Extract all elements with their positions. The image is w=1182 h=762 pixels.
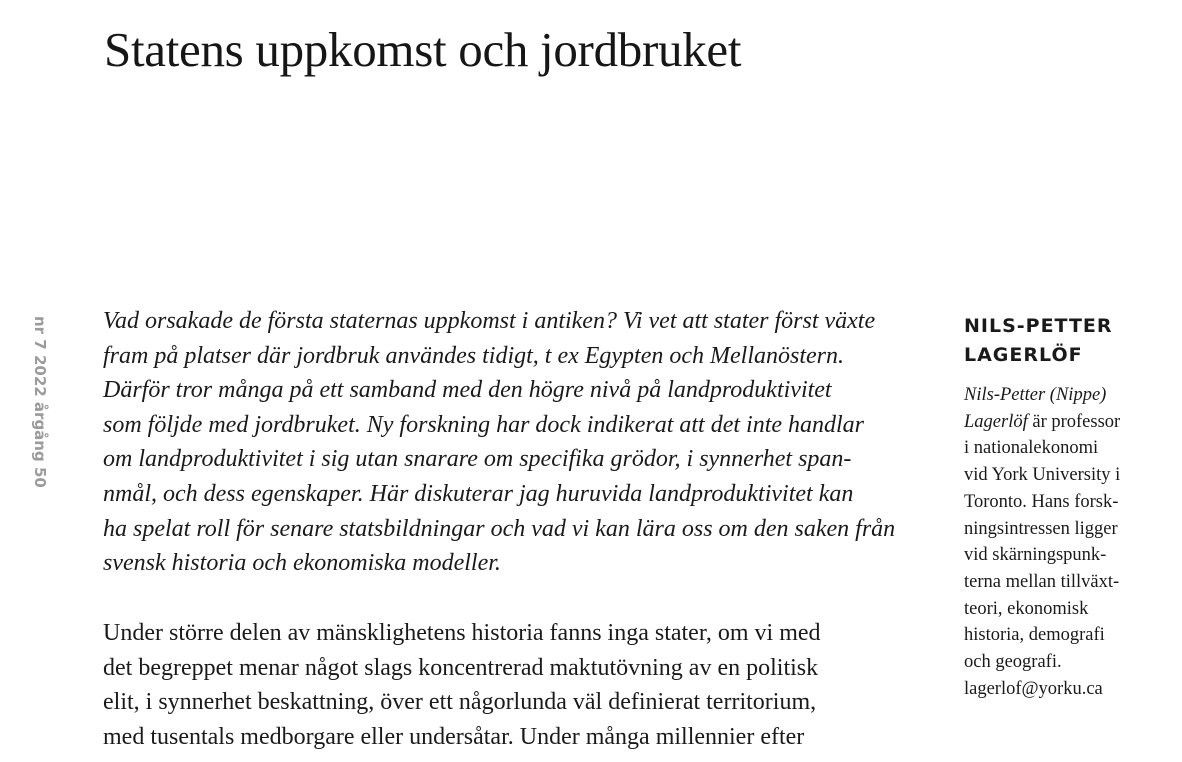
bio-line <box>964 409 1164 436</box>
bio-line: vid skärningspunk- <box>964 545 1107 566</box>
lede-line: nmål, och dess egenskaper. Här diskuterar jag huruvida landproduktivitet kan <box>103 480 854 507</box>
author-name <box>964 312 1113 370</box>
body-line: det begreppet menar något slags koncentrerad maktutövning av en politisk <box>103 654 819 681</box>
lede-line: om landproduktivitet i sig utan snarare om specifika grödor, i synnerhet span- <box>103 446 852 473</box>
author-bio <box>964 382 1164 702</box>
lede-line: svensk historia och ekonomiska modeller. <box>103 550 501 577</box>
lede-line: fram på platser där jordbruk användes tidigt, t ex Egypten och Mellanöstern. <box>103 342 845 369</box>
article-lede <box>103 304 943 581</box>
bio-line: Nils-Petter (Nippe) <box>964 385 1107 405</box>
author-name-line: LAGERLÖF <box>964 344 1083 366</box>
bio-line: ningsintressen ligger <box>964 518 1118 539</box>
body-line: med tusentals medborgare eller undersåtar. Under många millennier efter <box>103 723 805 750</box>
article-title: Statens uppkomst och jordbruket <box>104 22 742 77</box>
bio-line: vid York University i <box>964 465 1121 486</box>
lede-line: som följde med jordbruket. Ny forskning har dock indikerat att det inte handlar <box>103 411 865 438</box>
lede-line: Därför tror många på ett samband med den högre nivå på landproduktivitet <box>103 377 832 404</box>
author-email[interactable]: lagerlof@yorku.ca <box>964 678 1103 699</box>
bio-surname: Lagerlöf <box>964 411 1028 432</box>
body-line: Under större delen av mänsklighetens historia fanns inga stater, om vi med <box>103 620 821 646</box>
issue-label: nr 7 2022 årgång 50 <box>31 316 49 488</box>
author-name-line: NILS-PETTER <box>964 315 1113 337</box>
lede-line: Vad orsakade de första staternas uppkomst i antiken? Vi vet att stater först växte <box>103 308 876 334</box>
bio-line: Toronto. Hans forsk- <box>964 491 1119 512</box>
bio-line: i nationalekonomi <box>964 438 1099 459</box>
bio-line: teori, ekonomisk <box>964 598 1089 619</box>
bio-text: är professor <box>1027 411 1121 432</box>
article-body <box>103 616 943 754</box>
bio-line: och geografi. <box>964 652 1062 673</box>
bio-line: terna mellan tillväxt- <box>964 571 1120 592</box>
body-line: elit, i synnerhet beskattning, över ett någorlunda väl definierat territorium, <box>103 689 817 716</box>
lede-line: ha spelat roll för senare statsbildningar och vad vi kan lära oss om den saken från <box>103 515 896 542</box>
bio-line: historia, demografi <box>964 625 1105 646</box>
